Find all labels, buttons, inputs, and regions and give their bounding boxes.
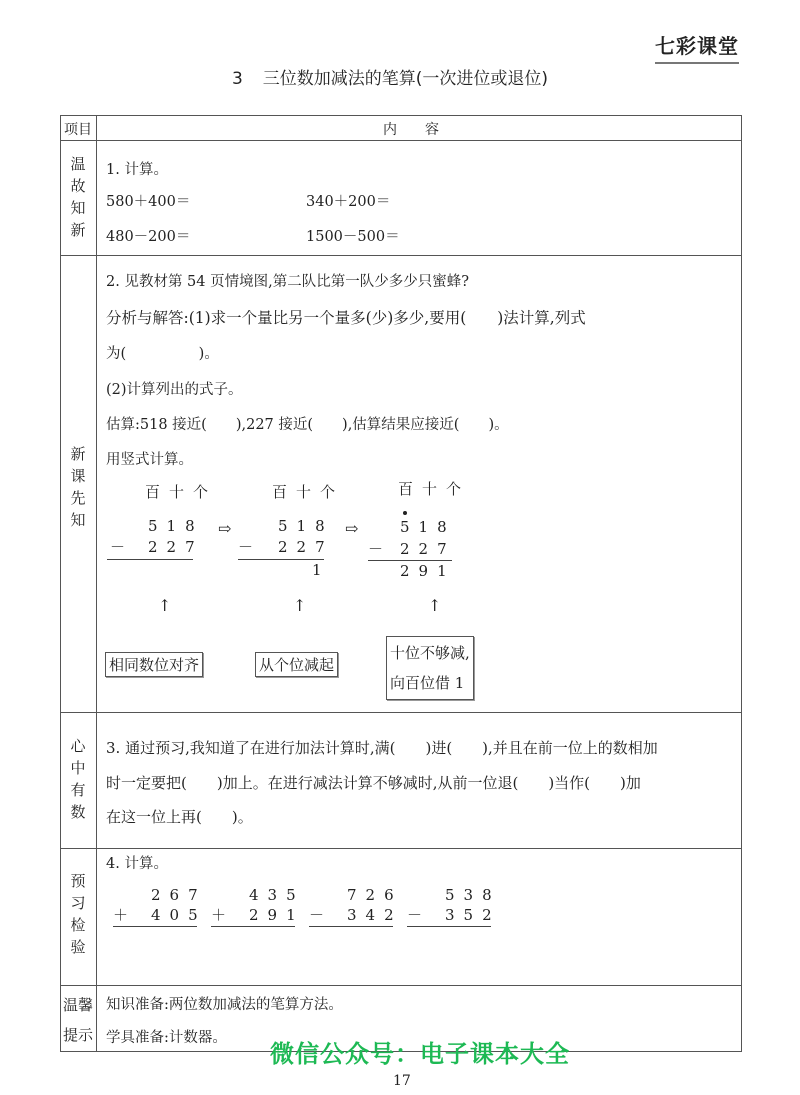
row-label-new: 新课先知 [70,445,86,529]
review-item: 1500－500＝ [306,229,400,245]
tip-tools: 学具准备:计数器。 [106,1030,227,1046]
row-label-mind: 心中有数 [70,737,86,821]
next-arrow-icon: ⇨ [218,519,232,538]
row-divider [60,140,742,141]
up-arrow-icon: ↑ [293,596,307,615]
row-divider [60,712,742,713]
lesson-number: 3 [231,69,243,89]
review-item: 580＋400＝ [106,194,191,210]
lesson-title: 三位数加减法的笔算(一次进位或退位) [262,69,549,89]
question-4: 4. 计算。 [106,856,168,872]
vertical-calc-prompt: 用竖式计算。 [106,452,193,468]
row-divider [60,255,742,256]
analysis-line: 分析与解答:(1)求一个量比另一个量多(少)多少,要用( )法计算,列式 [106,309,586,327]
question-3-line: 3. 通过预习,我知道了在进行加法计算时,满( )进( ),并且在前一位上的数相加 [106,739,658,757]
next-arrow-icon: ⇨ [345,519,359,538]
review-item: 340＋200＝ [306,194,391,210]
question-3-line: 在这一位上再( )。 [106,808,253,826]
row-label-review: 温故知新 [70,155,86,239]
note-borrow: 十位不够减, 向百位借 1 [386,636,474,700]
estimate-line: 估算:518 接近( ),227 接近( ),估算结果应接近( )。 [106,417,509,433]
analysis-line: (2)计算列出的式子。 [106,382,243,398]
worksheet-page: 七彩课堂 3 三位数加减法的笔算(一次进位或退位) 项目 内 容 温故知新 新课先知 心中有数 预习检验 温馨提示 1. 计算。 580＋400＝ 340＋200＝ 480－200＝ 1500－500＝ 2. 见教材第 54 页情境图,第二队比第一队少多少只蜜蜂? 分析与解答:(1)求一个量比另一个量多(少)多少,要用( )法计算,列式 为( )。 (2)计算列出的式子。 估算:518 接近( ),227 接近( ),估算结果应接近( )。 用竖式计算。 百十个 518 － 227 ⇨ 百十个 518 － 227 1 ⇨ 百十个 518 － 227 291 ↑ ↑ ↑ 相同数位对齐 从个位减起 十位不够减, 向百位借 1 3. 通过预习,我知道了在进行加法计算时,满( )进( ),并且在前一位上的数相加 时一定要把( )加上。在进行减法计算不够减时,从前一位退( )当作( )加 在这一位上再( )。 4. 计算。 267 ＋ 405 435 ＋ 291 726 － 342 538 － 352 知识准备:两位数加减法的笔算方法。 学具准备:计数器。 微信公众号：电子课本大全 17 [0,0,800,1095]
row-divider [60,985,742,986]
tip-knowledge: 知识准备:两位数加减法的笔算方法。 [106,997,343,1013]
row-label-check: 预习检验 [70,872,86,956]
brand-logo: 七彩课堂 [655,30,739,64]
header-content: 内 容 [383,122,439,138]
page-number: 17 [393,1073,411,1089]
note-start-ones: 从个位减起 [255,652,338,677]
borrow-dot-icon [403,511,407,515]
up-arrow-icon: ↑ [428,596,442,615]
analysis-line: 为( )。 [106,346,219,362]
row-label-tips: 温馨提示 [62,996,93,1044]
watermark: 微信公众号：电子课本大全 [270,1040,570,1068]
question-3-line: 时一定要把( )加上。在进行减法计算不够减时,从前一位退( )当作( )加 [106,774,641,792]
page-title [0,64,800,89]
up-arrow-icon: ↑ [158,596,172,615]
note-align-digits: 相同数位对齐 [105,652,203,677]
review-item: 480－200＝ [106,229,191,245]
header-item: 项目 [64,122,92,138]
question-2: 2. 见教材第 54 页情境图,第二队比第一队少多少只蜜蜂? [106,274,469,290]
question-1: 1. 计算。 [106,162,168,178]
row-divider [60,848,742,849]
